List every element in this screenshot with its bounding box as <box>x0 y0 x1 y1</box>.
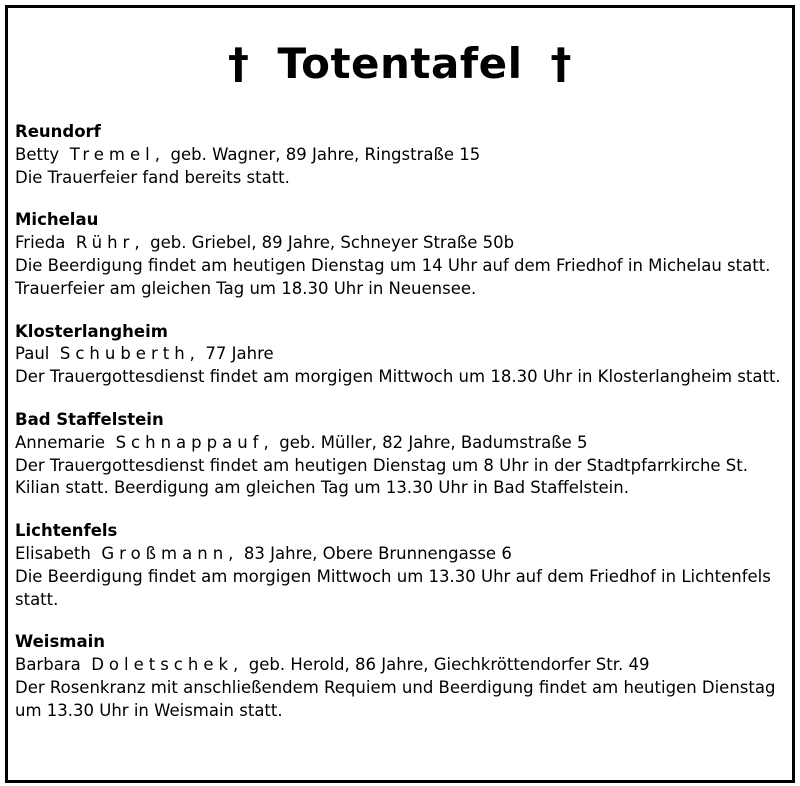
entry-info: Der Trauergottesdienst findet am morgigen Mittwoch um 18.30 Uhr in Klosterlangheim statt. <box>15 367 781 387</box>
entry-surname: Rühr <box>75 233 135 253</box>
entry-info: Der Rosenkranz mit anschließendem Requiem und Beerdigung findet am heutigen Dienstag um 13.30 Uhr in Weismain statt. <box>15 677 776 720</box>
entry-surname: Doletschek <box>91 655 234 675</box>
cross-icon: † <box>228 39 250 88</box>
entry-info: Die Trauerfeier fand bereits statt. <box>15 167 290 187</box>
entry-info: Die Beerdigung findet am heutigen Dienstag um 14 Uhr auf dem Friedhof in Michelau statt. Trauerfeier am gleichen Tag um 18.30 Uhr in Neuensee. <box>15 255 771 298</box>
entry-place: Klosterlangheim <box>15 321 168 341</box>
entry-surname: Schnappauf <box>115 432 264 452</box>
page-title <box>8 36 792 92</box>
entry-info: Die Beerdigung findet am morgigen Mittwoch um 13.30 Uhr auf dem Friedhof in Lichtenfels statt. <box>15 566 771 609</box>
entry-info: Der Trauergottesdienst findet am heutigen Dienstag um 8 Uhr in der Stadtpfarrkirche St. Kilian statt. Beerdigung am gleichen Tag um 13.30 Uhr in Bad Staffelstein. <box>15 455 748 498</box>
entry-place: Reundorf <box>15 122 101 141</box>
entry-first-name: Barbara <box>15 655 81 675</box>
entry-place: Lichtenfels <box>15 521 118 541</box>
entry-person-line: Frieda Rühr, geb. Griebel, 89 Jahre, Schneyer Straße 50b <box>15 233 515 253</box>
entry-surname: Tremel <box>69 144 155 164</box>
entry-first-name: Frieda <box>15 233 66 253</box>
entry-details: 83 Jahre, Obere Brunnengasse 6 <box>243 543 512 563</box>
obituary-entry <box>15 409 782 500</box>
entry-details: geb. Wagner, 89 Jahre, Ringstraße 15 <box>170 144 481 164</box>
entry-details: geb. Müller, 82 Jahre, Badumstraße 5 <box>279 432 588 452</box>
entry-place: Weismain <box>15 632 106 652</box>
obituary-entry <box>15 209 782 300</box>
entry-first-name: Annemarie <box>15 432 106 452</box>
entry-place: Bad Staffelstein <box>15 409 164 429</box>
obituary-entry <box>15 321 782 389</box>
obituary-list <box>15 121 782 743</box>
entry-person-line: Paul Schuberth, 77 Jahre <box>15 344 274 364</box>
title-text: Totentafel <box>277 39 523 88</box>
entry-first-name: Paul <box>15 344 50 364</box>
entry-person-line: Annemarie Schnappauf, geb. Müller, 82 Jahre, Badumstraße 5 <box>15 432 588 452</box>
entry-details: geb. Herold, 86 Jahre, Giechkröttendorfer Str. 49 <box>248 655 650 675</box>
cross-icon: † <box>550 39 572 88</box>
entry-person-line: Betty Tremel, geb. Wagner, 89 Jahre, Ringstraße 15 <box>15 144 481 164</box>
entry-person-line: Elisabeth Großmann, 83 Jahre, Obere Brunnengasse 6 <box>15 543 512 563</box>
entry-person-line: Barbara Doletschek, geb. Herold, 86 Jahre, Giechkröttendorfer Str. 49 <box>15 655 650 675</box>
entry-surname: Schuberth <box>59 344 190 364</box>
entry-first-name: Betty <box>15 144 60 164</box>
entry-details: geb. Griebel, 89 Jahre, Schneyer Straße 50b <box>150 233 515 253</box>
entry-place: Michelau <box>15 210 99 230</box>
obituary-notice-box <box>5 5 795 783</box>
obituary-entry <box>15 121 782 189</box>
entry-surname: Großmann <box>101 543 229 563</box>
obituary-entry <box>15 631 782 722</box>
entry-details: 77 Jahre <box>205 344 274 364</box>
obituary-entry <box>15 520 782 611</box>
entry-first-name: Elisabeth <box>15 543 91 563</box>
